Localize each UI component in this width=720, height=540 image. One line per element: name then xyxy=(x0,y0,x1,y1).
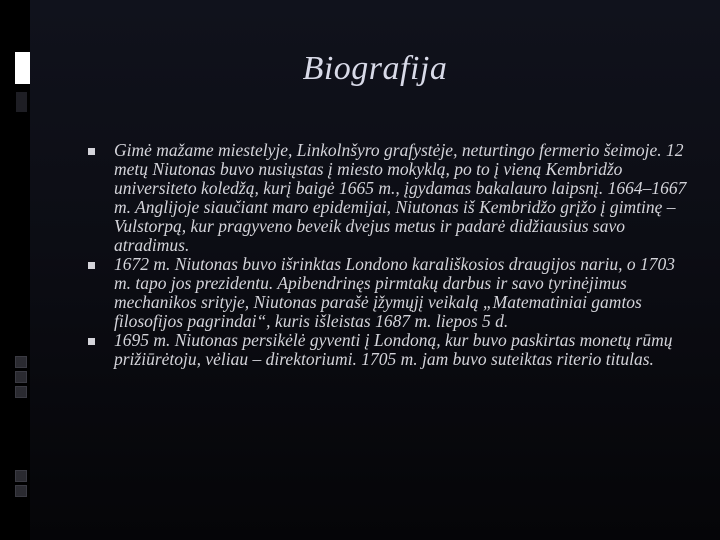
decorative-bar-dark xyxy=(16,92,27,112)
list-item xyxy=(88,255,688,331)
square-bullet-icon xyxy=(88,262,95,269)
square-bullet-icon xyxy=(88,148,95,155)
bullet-text: 1695 m. Niutonas persikėlė gyventi į Londoną, kur buvo paskirtas monetų rūmų prižiūrėtoju, vėliau – direktoriumi. 1705 m. jam buvo suteiktas riterio titulas. xyxy=(114,330,673,369)
decorative-squares-icon xyxy=(15,470,30,500)
slide-title: Biografija xyxy=(302,50,448,87)
list-item xyxy=(88,331,688,369)
bullet-text: Gimė mažame miestelyje, Linkolnšyro grafystėje, neturtingo fermerio šeimoje. 12 metų Niutonas buvo nusiųstas į miesto mokyklą, po to į vieną Kembridžo universiteto koledžą, kurį baigė 1665 m., įgydamas bakalauro laipsnį. 1664–1667 m. Anglijoje siaučiant maro epidemijai, Niutonas iš Kembridžo grįžo į gimtinę – Vulstorpą, kur pragyveno beveik dvejus metus ir padarė didžiausius savo atradimus. xyxy=(114,140,687,255)
decorative-squares-icon xyxy=(15,356,30,401)
bullet-list xyxy=(88,141,688,369)
list-item xyxy=(88,141,688,255)
bullet-text: 1672 m. Niutonas buvo išrinktas Londono karališkosios draugijos nariu, o 1703 m. tapo jos prezidentu. Apibendrinęs pirmtakų darbus ir savo tyrinėjimus mechanikos srityje, Niutonas parašė įžymųjį veikalą „Matematiniai gamtos filosofijos pagrindai“, kuris išleistas 1687 m. liepos 5 d. xyxy=(114,254,676,331)
decorative-bar xyxy=(15,52,30,84)
square-bullet-icon xyxy=(88,338,95,345)
